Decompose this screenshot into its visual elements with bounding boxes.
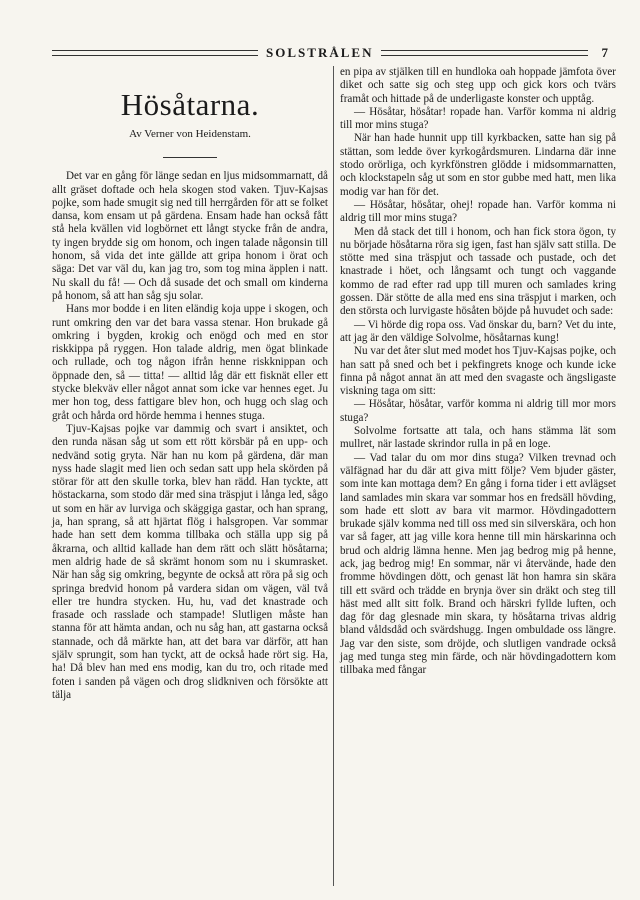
paragraph: Men då stack det till i honom, och han fick stora ögon, ty nu började hösåtarna röra sig igen, fast han själv satt stilla. De stötte med sina träspjut och tassade och pustade, och det knastrade i höet, och långsamt och tungt och vaggande kommo de rad efter rad upp till muren och samlades kring gossen. Där stötte de alla med ens sina träspjut i marken, och den största och lurvigaste hösåten böjde på huvudet och sade: [340, 225, 616, 318]
paragraph: Tjuv-Kajsas pojke var dammig och svart i ansiktet, och den runda näsan såg ut som ett rött körsbär på en upp- och nedvänd sotig gryta. När han nu kom på gärdena, där man nyss hade slagit med lien och sedan satt upp hela skörden på störar för att den skulle torka, blev han rädd. Han tyckte, att höstackarna, som stodo där med sina träspjut i långa led, sågo ut som en här av lurviga och skäggiga gastar, och han sprang, ja, han sprang, så att hjärtat flög i halsgropen. Var sommar hade han sett dem komma tillbaka och ställa upp sig på åkrarna, och alltid kallade han dem rätt och slätt hösåtarna; men aldrig hade de så skrämt honom som nu i skumrasket. När han såg sig omkring, begynte de också att röra på sig och springa bredvid honom på vardera sidan om vägen, väl två eller tre hundra stycken. Hu, hu, vad det knastrade och frasade och rasslade och stampade! Slutligen måste han stanna för att hämta andan, och nu såg han, att gastarna också stannade, och då märkte han, att det bara var därför, att han själv sprungit, som han tyckt, att de också hade rört sig. Ha, ha! Då blev han med ens modig, kan du tro, och ritade med foten i sanden på vägen och drog slidkniven och försökte att tälja [52, 422, 328, 701]
paragraph: — Hösåtar, hösåtar, ohej! ropade han. Varför komma ni aldrig till mor mins stuga? [340, 198, 616, 225]
header-rule-right [381, 50, 587, 56]
page-number: 7 [601, 45, 609, 60]
paragraph: Nu var det åter slut med modet hos Tjuv-Kajsas pojke, och han satt på sned och bet i pekfingrets knoge och kunde icke finna på något annat än att med den svagaste och ängsligaste viskning taga om sitt: [340, 345, 616, 398]
journal-title: SOLSTRÅLEN [266, 45, 374, 60]
title-rule [163, 157, 217, 158]
column-divider [333, 66, 334, 886]
article-title: Hösåtarna. [120, 87, 260, 122]
paragraph: en pipa av stjälken till en hundloka oah hoppade jämfota över diket och satte sig och steg upp och gick kors och tvärs framåt och hittade på de underligaste konster och upptåg. [340, 66, 616, 105]
header-rule-left [52, 50, 258, 56]
left-column [52, 86, 328, 702]
right-column [340, 66, 616, 678]
article-author: Av Verner von Heidenstam. [129, 128, 251, 140]
paragraph: Hans mor bodde i en liten eländig koja uppe i skogen, och runt omkring den var det bara vassa stenar. Hon brukade gå omkring i bygden, krokig och enögd och med en stor riskkippa på ryggen. Hon talade aldrig, men ögat blinkade och rullade, och tog någon ifrån henne riskknippan och öppnade den, så — titta! — alltid låg där ett fisknät eller ett stycke blekväv eller något annat som icke var hennes eget. Ju mer hon tog, dess fattigare blev hon, och hugg och slag och gråt och hårda ord hörde hemma i hennes stuga. [52, 303, 328, 422]
paragraph: — Vad talar du om mor dins stuga? Vilken trevnad och välfägnad har du där att giva mitt följe? Vem bjuder gäster, som inte kan mottaga dem? En gång i forna tider i ett avlägset land samlades min skara var sommar hos en fredsäll hövding, som hade ett slott av bara vit marmor. Hövdingadottern brukade själv komma ned till oss med sin silverskära, och hon var så fager, att jag ville kora henne till min härskarinna och brud och aldrig lämna henne. Men jag bedrog mig på henne, ack, jag bedrog mig! En sommar, när vi återvände, hade den fromme hövdingen dött, och genast lät hon hamra sin skära till ett svärd och trädde en brynja över sin dräkt och steg till häst med allt sitt folk. Brand och härskri fyllde luften, och dag för dag glesnade min skara, ty hösåtarna trivas aldrig bland våldsdåd och svärdshugg. Ingen ombuldade oss längre. Jag var den siste, som dröjde, och slutligen vandrade också jag med tunga steg min färde, och när hövdingadottern kom tillbaka med fångar [340, 451, 616, 677]
paragraph: — Hösåtar, hösåtar! ropade han. Varför komma ni aldrig till mor mins stuga? [340, 105, 616, 132]
paragraph: — Vi hörde dig ropa oss. Vad önskar du, barn? Vet du inte, att jag är den väldige Solvolme, hösåtarnas kung! [340, 318, 616, 344]
paragraph: När han hade hunnit upp till kyrkbacken, satte han sig på stättan, som ledde över kyrkogårdsmuren. Lindarna där inne stodo orörliga, och kyrkfönstren glödde i midsommarnatten, och klockstapeln såg ut som en stor gubbe med hatt, men lika modig var han för det. [340, 132, 616, 198]
paragraph: Det var en gång för länge sedan en ljus midsommarnatt, då allt gräset doftade och hela skogen stod vaken. Tjuv-Kajsas pojke, som hade smugit sig ned till herrgården för att se folket dansa, kom ensam ut på gärdena. Ensam hade han också fått stå hela kvällen vid logbörnet ett långt stycke från de andra, ty ingen brydde sig om honom, och ingen talade någonsin till honom, så vida det inte gällde att gripa honom i örat och säga: Det var väl du, kan jag tro, som tog mina äpplen i natt. Nu skall du få! — Och då susade det och small om kinderna på honom, så att han såg sju solar. [52, 170, 328, 302]
running-header [52, 44, 608, 62]
paragraph: Solvolme fortsatte att tala, och hans stämma lät som mullret, när lastade skrindor rulla in på en loge. [340, 425, 616, 451]
paragraph: — Hösåtar, hösåtar, varför komma ni aldrig till mor mors stuga? [340, 398, 616, 424]
